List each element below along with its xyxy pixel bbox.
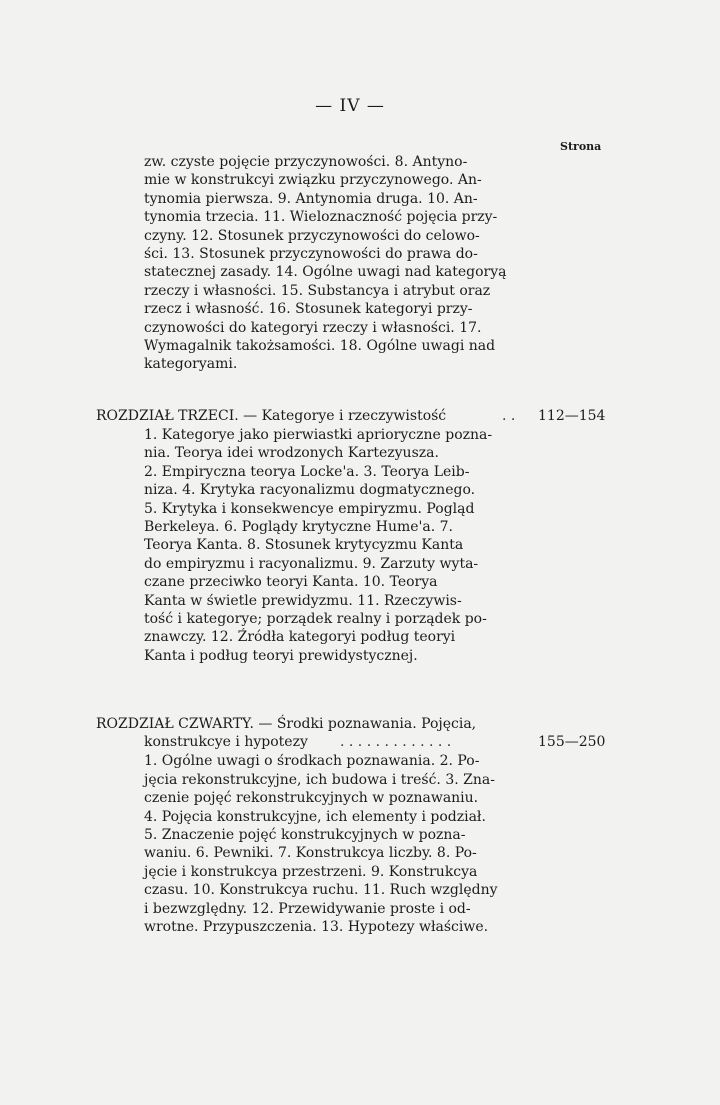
text-line: 1. Ogólne uwagi o środkach poznawania. 2. Po- (144, 753, 480, 770)
text-line: ści. 13. Stosunek przyczynowości do prawa do- (144, 246, 478, 263)
chapter-4-title-cont: konstrukcye i hypotezy (144, 734, 308, 751)
text-line: niza. 4. Krytyka racyonalizmu dogmatycznego. (144, 482, 476, 499)
dot-leader: . . (502, 408, 516, 424)
text-line: Kanta i podług teoryi prewidystycznej. (144, 647, 418, 664)
chapter-3-pages: 112—154 (538, 408, 606, 424)
text-line: 5. Znaczenie pojęć konstrukcyjnych w pozna- (144, 827, 466, 844)
text-line: Teorya Kanta. 8. Stosunek krytycyzmu Kanta (144, 537, 464, 554)
text-line: zw. czyste pojęcie przyczynowości. 8. Antyno- (144, 154, 468, 170)
text-line: nia. Teorya idei wrodzonych Kartezyusza. (144, 445, 439, 462)
chapter-4-entry (96, 715, 606, 936)
dot-leader: . . . . . . . . . . . . . (340, 734, 452, 751)
text-line: waniu. 6. Pewniki. 7. Konstrukcya liczby. 8. Po- (144, 845, 477, 862)
chapter-3-contents (144, 426, 601, 665)
text-line: 4. Pojęcia konstrukcyjne, ich elementy i podział. (144, 808, 486, 825)
continuation-text (144, 153, 564, 374)
text-line: czasu. 10. Konstrukcya ruchu. 11. Ruch względny (144, 882, 498, 899)
text-line: i bezwzględny. 12. Przewidywanie proste i od- (144, 900, 471, 917)
text-line: tynomia pierwsza. 9. Antynomia druga. 10. An- (144, 190, 478, 207)
chapter-4-contents (144, 752, 601, 936)
text-line: czenie pojęć rekonstrukcyjnych w poznawaniu. (144, 790, 479, 807)
text-line: kategoryami. (144, 356, 238, 373)
text-line: 1. Kategorye jako pierwiastki aprioryczne pozna- (144, 427, 493, 443)
text-line: 2. Empiryczna teorya Locke'a. 3. Teorya Leib- (144, 463, 470, 480)
text-line: czynowości do kategoryi rzeczy i własności. 17. (144, 319, 482, 336)
chapter-3-heading (96, 407, 606, 426)
text-line: jęcie i konstrukcya przestrzeni. 9. Konstrukcya (144, 863, 478, 880)
text-line: rzeczy i własności. 15. Substancya i atrybut oraz (144, 282, 491, 299)
text-line: jęcia rekonstrukcyjne, ich budowa i treść. 3. Zna- (144, 771, 495, 788)
text-line: do empiryzmu i racyonalizmu. 9. Zarzuty wyta- (144, 555, 479, 572)
text-line: czyny. 12. Stosunek przyczynowości do celowo- (144, 227, 480, 244)
text-line: 5. Krytyka i konsekwencye empiryzmu. Pogląd (144, 500, 475, 517)
text-line: czane przeciwko teoryi Kanta. 10. Teorya (144, 574, 438, 591)
chapter-4-pages: 155—250 (538, 734, 606, 751)
text-line: wrotne. Przypuszczenia. 13. Hypotezy właściwe. (144, 919, 489, 936)
text-line: mie w konstrukcyi związku przyczynowego. An- (144, 172, 482, 189)
text-line: Wymagalnik takożsamości. 18. Ogólne uwagi nad (144, 338, 496, 355)
chapter-3-entry (96, 407, 606, 665)
text-line: statecznej zasady. 14. Ogólne uwagi nad kategoryą (144, 264, 507, 281)
chapter-3-title: ROZDZIAŁ TRZECI. — Kategorye i rzeczywistość (96, 408, 447, 424)
text-line: znawczy. 12. Źródła kategoryi podług teoryi (144, 629, 456, 646)
text-line: Kanta w świetle prewidyzmu. 11. Rzeczywis- (144, 592, 462, 609)
text-line: tynomia trzecia. 11. Wieloznaczność pojęcia przy- (144, 209, 498, 226)
text-line: rzecz i własność. 16. Stosunek kategoryi przy- (144, 301, 473, 318)
chapter-4-title: ROZDZIAŁ CZWARTY. — Środki poznawania. Pojęcia, (96, 716, 477, 732)
chapter-4-heading-cont (144, 733, 606, 752)
text-line: tość i kategorye; porządek realny i porządek po- (144, 611, 487, 628)
text-line: Berkeleya. 6. Poglądy krytyczne Hume'a. 7. (144, 519, 453, 536)
page-number: — IV — (315, 96, 385, 116)
column-label-strona: Strona (560, 140, 602, 153)
